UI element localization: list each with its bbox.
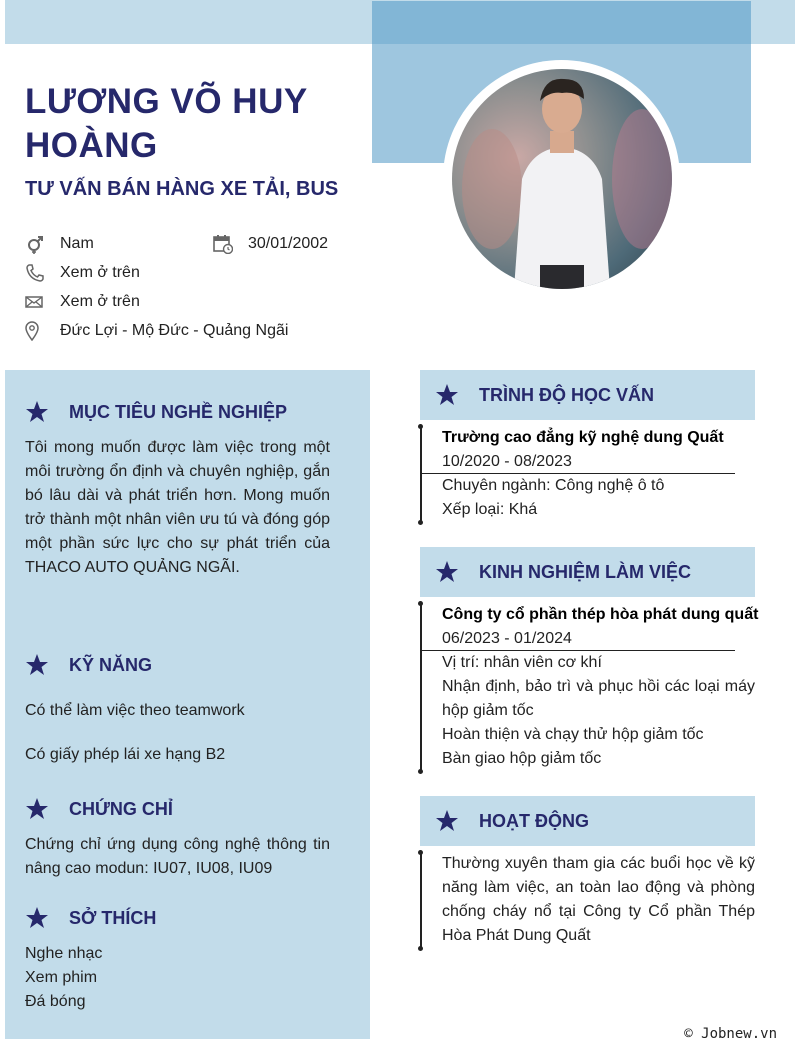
education-major: Chuyên ngành: Công nghệ ô tô <box>442 477 665 494</box>
info-birthdate <box>213 234 328 254</box>
star-icon <box>25 906 49 930</box>
photo-background-top <box>372 1 751 44</box>
footer-credit: © Jobnew.vn <box>684 1026 777 1042</box>
gender-value: Nam <box>60 235 94 252</box>
experience-title: KINH NGHIỆM LÀM VIỆC <box>479 561 692 582</box>
info-phone <box>25 263 140 283</box>
timeline-line <box>420 426 422 523</box>
timeline-dot <box>418 769 423 774</box>
activities-heading-inner <box>435 809 589 833</box>
hobbies-heading <box>25 906 156 930</box>
objective-text: Tôi mong muốn được làm việc trong một môi trường ổn định và chuyên nghiệp, gắn bó lâu dài và phát triển hơn. Mong muốn trở thành một nhân viên ưu tú và đóng góp một phần sức lực cho sự phát triển của THACO AUTO QUẢNG NGÃI. <box>25 439 330 576</box>
star-icon <box>435 560 459 584</box>
experience-heading-inner <box>435 560 691 584</box>
objective-title: MỤC TIÊU NGHỀ NGHIỆP <box>69 401 288 422</box>
profile-photo-figure <box>452 69 672 289</box>
hobby-item: Đá bóng <box>25 993 86 1010</box>
star-icon <box>25 400 49 424</box>
education-period: 10/2020 - 08/2023 <box>442 453 572 470</box>
activities-title: HOẠT ĐỘNG <box>479 810 589 831</box>
timeline-dot <box>418 424 423 429</box>
email-value: Xem ở trên <box>60 293 140 310</box>
experience-line: Nhận định, bảo trì và phục hồi các loại máy hộp giảm tốc <box>442 678 755 719</box>
location-icon <box>25 321 45 341</box>
info-gender <box>25 234 94 254</box>
email-icon <box>25 292 45 312</box>
activities-text: Thường xuyên tham gia các buổi học về kỹ năng làm việc, an toàn lao động và phòng chống cháy nổ tại Công ty Cổ phần Thép Hòa Phát Dung Quất <box>442 855 755 944</box>
skills-title: KỸ NĂNG <box>69 654 153 675</box>
star-icon <box>25 653 49 677</box>
star-icon <box>25 797 49 821</box>
info-email <box>25 292 140 312</box>
address-value: Đức Lợi - Mộ Đức - Quảng Ngãi <box>60 322 289 339</box>
timeline-dot <box>418 850 423 855</box>
education-rank: Xếp loại: Khá <box>442 501 538 518</box>
gender-icon <box>25 234 45 254</box>
job-title: TƯ VẤN BÁN HÀNG XE TẢI, BUS <box>25 178 339 200</box>
certificates-title: CHỨNG CHỈ <box>69 798 173 819</box>
phone-icon <box>25 263 45 283</box>
activities-heading <box>420 796 755 846</box>
candidate-name: LƯƠNG VÕ HUY HOÀNG <box>25 82 308 165</box>
timeline-dot <box>418 946 423 951</box>
education-heading-inner <box>435 383 654 407</box>
education-school: Trường cao đẳng kỹ nghệ dung Quất <box>442 429 724 446</box>
experience-period: 06/2023 - 01/2024 <box>442 630 572 647</box>
phone-value: Xem ở trên <box>60 264 140 281</box>
timeline-dot <box>418 520 423 525</box>
hobbies-title: SỞ THÍCH <box>69 907 157 928</box>
skill-item: Có thể làm việc theo teamwork <box>25 702 245 719</box>
profile-photo <box>452 69 672 289</box>
star-icon <box>435 383 459 407</box>
education-title: TRÌNH ĐỘ HỌC VẤN <box>479 384 654 405</box>
timeline-dot <box>418 601 423 606</box>
experience-heading <box>420 547 755 597</box>
certificates-text: Chứng chỉ ứng dụng công nghệ thông tin nâng cao modun: IU07, IU08, IU09 <box>25 836 330 877</box>
info-address <box>25 321 288 341</box>
experience-line: Bàn giao hộp giảm tốc <box>442 750 602 767</box>
education-heading <box>420 370 755 420</box>
birthdate-value: 30/01/2002 <box>248 235 329 252</box>
calendar-icon <box>213 234 233 254</box>
skill-item: Có giấy phép lái xe hạng B2 <box>25 746 226 763</box>
experience-line: Hoàn thiện và chạy thử hộp giảm tốc <box>442 726 704 743</box>
hobby-item: Nghe nhạc <box>25 945 103 962</box>
timeline-line <box>420 603 422 772</box>
experience-company: Công ty cổ phần thép hòa phát dung quất <box>442 606 759 623</box>
hobby-item: Xem phim <box>25 969 98 986</box>
star-icon <box>435 809 459 833</box>
experience-line: Vị trí: nhân viên cơ khí <box>442 654 602 671</box>
objective-heading <box>25 400 287 424</box>
timeline-line <box>420 852 422 949</box>
certificates-heading <box>25 797 173 821</box>
skills-heading <box>25 653 152 677</box>
